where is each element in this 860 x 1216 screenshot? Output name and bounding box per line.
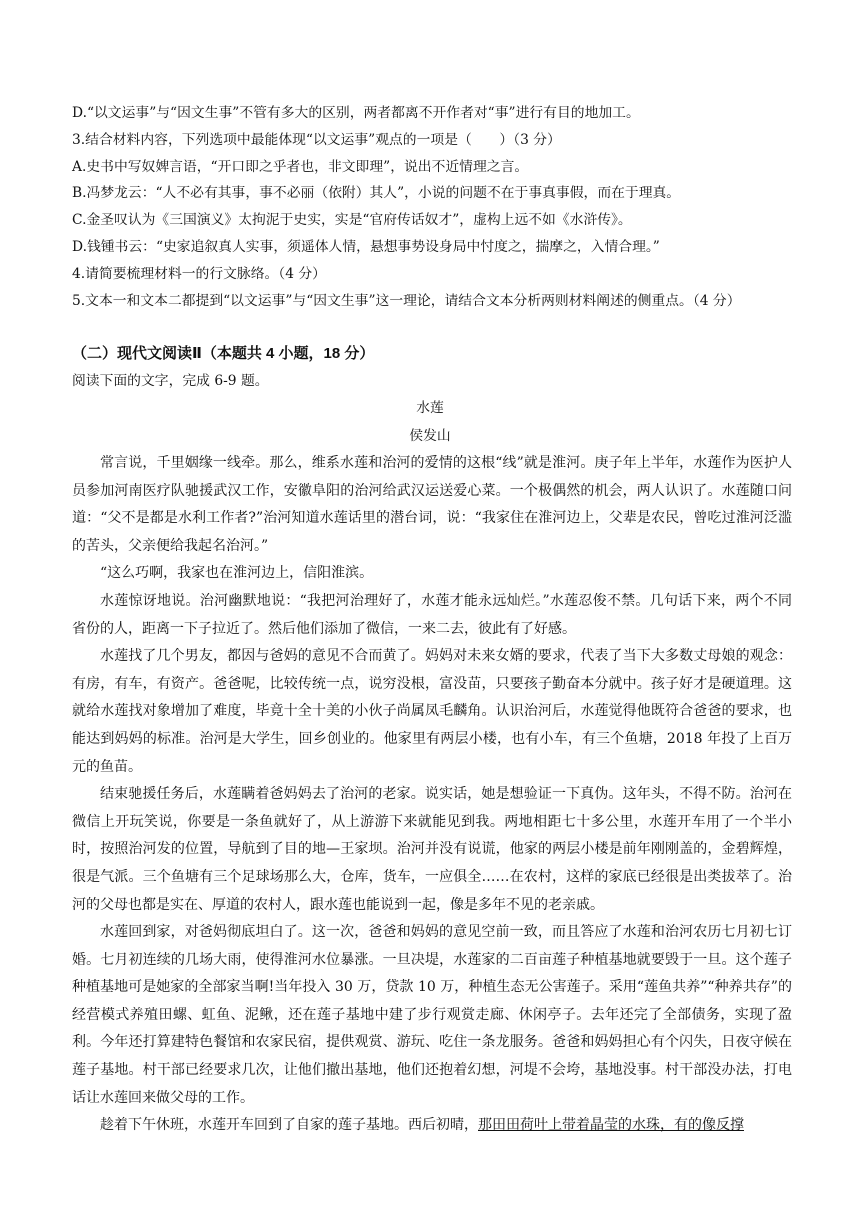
paragraph: 水莲找了几个男友，都因与爸妈的意见不合而黄了。妈妈对未来女婿的要求，代表了当下大多数丈母娘的观念：有房，有车，有资产。爸爸呢，比较传统一点，说穷没根，富没苗，只要孩子勤奋本分就中。孩子好才是硬道理。这就给水莲找对象增加了难度，毕竟十全十美的小伙子尚属凤毛麟角。认识治河后，水莲觉得他既符合爸爸的要求，也能达到妈妈的标准。治河是大学生，回乡创业的。他家里有两层小楼，也有小车，有三个鱼塘，2018 年投了上百万元的鱼苗。 bbox=[72, 648, 792, 775]
question-block bbox=[72, 100, 792, 314]
option-a: A.史书中写奴婢言语，“开口即之乎者也，非文即理”，说出不近情理之言。 bbox=[72, 158, 529, 175]
question-3: 3.结合材料内容，下列选项中最能体现“以文运事”观点的一项是（ ）（3 分） bbox=[72, 131, 561, 148]
option-b: B.冯梦龙云：“人不必有其事，事不必丽（依附）其人”，小说的问题不在于事真事假，而在于理真。 bbox=[72, 185, 681, 202]
story-body bbox=[72, 450, 792, 1140]
question-5: 5.文本一和文本二都提到“以文运事”与“因文生事”这一理论，请结合文本分析两则材料阐述的侧重点。（4 分） bbox=[72, 292, 741, 309]
reading-instruction: 阅读下面的文字，完成 6-9 题。 bbox=[72, 373, 269, 389]
paragraph: 水莲惊讶地说。治河幽默地说：“我把河治理好了，水莲才能永远灿烂。”水莲忍俊不禁。几句话下来，两个不同省份的人，距离一下子拉近了。然后他们添加了微信，一来二去，彼此有了好感。 bbox=[72, 592, 792, 637]
option-c: C.金圣叹认为《三国演义》太拘泥于史实，实是“官府传话奴才”，虚构上远不如《水浒传》。 bbox=[72, 212, 632, 229]
paragraph: 常言说，千里姻缘一线牵。那么，维系水莲和治河的爱情的这根“线”就是淮河。庚子年上半年，水莲作为医护人员参加河南医疗队驰援武汉工作，安徽阜阳的治河给武汉运送爱心菜。一个极偶然的机会，两人认识了。水莲随口问道：“父不是都是水利工作者?”治河知道水莲话里的潜台词，说：“我家住在淮河边上，父辈是农民，曾吃过淮河泛滥的苦头，父亲便给我起名治河。” bbox=[72, 455, 792, 554]
section-heading: （二）现代文阅读Ⅱ（本题共 4 小题，18 分） bbox=[72, 345, 375, 362]
story-title: 水莲 bbox=[416, 400, 444, 416]
paragraph-last bbox=[72, 1112, 792, 1140]
question-4: 4.请简要梳理材料一的行文脉络。（4 分） bbox=[72, 265, 326, 282]
paragraph: 水莲回到家，对爸妈彻底坦白了。这一次，爸爸和妈妈的意见空前一致，而且答应了水莲和治河农历七月初七订婚。七月初连续的几场大雨，使得淮河水位暴涨。一旦决堤，水莲家的二百亩莲子种植基地就要毁于一旦。这个莲子种植基地可是她家的全部家当啊!当年投入 30 万，贷款 10 万，种植生态无公害莲子。采用“莲鱼共养”“种养共存”的经营模式养殖田螺、虹鱼、泥鳅，还在莲子基地中建了步行观赏走廊、休闲亭子。去年还完了全部债务，实现了盈利。今年还打算建特色餐馆和农家民宿，提供观赏、游玩、吃住一条龙服务。爸爸和妈妈担心有个闪失，日夜守候在莲子基地。村干部已经要求几次，让他们撤出基地，他们还抱着幻想，河堤不会垮，基地没事。村干部没办法，打电话让水莲回来做父母的工作。 bbox=[72, 924, 792, 1106]
paragraph: “这么巧啊，我家也在淮河边上，信阳淮滨。 bbox=[100, 565, 374, 582]
option-d-previous: D.“以文运事”与“因文生事”不管有多大的区别，两者都离不开作者对“事”进行有目的地加工。 bbox=[72, 105, 640, 121]
paragraph: 结束驰援任务后，水莲瞒着爸妈妈去了治河的老家。说实话，她是想验证一下真伪。这年头，不得不防。治河在微信上开玩笑说，你要是一条鱼就好了，从上游游下来就能见到我。两地相距七十多公里，水莲开车用了一个半小时，按照治河发的位置，导航到了目的地—王家坝。治河并没有说谎，他家的两层小楼是前年刚刚盖的，金碧辉煌，很是气派。三个鱼塘有三个足球场那么大，仓库，货车，一应俱全……在农村，这样的家底已经很是出类拔萃了。治河的父母也都是实在、厚道的农村人，跟水莲也能说到一起，像是多年不见的老亲戚。 bbox=[72, 786, 792, 913]
last-paragraph-text: 趁着下午休班，水莲开车回到了自家的莲子基地。西后初晴， bbox=[100, 1117, 478, 1134]
underlined-sentence: 那田田荷叶上带着晶莹的水珠，有的像反撑 bbox=[478, 1117, 744, 1134]
option-d: D.钱锺书云：“史家追叙真人实事，须遥体人情，悬想事势设身局中忖度之，揣摩之，入情合理。” bbox=[72, 238, 660, 255]
story-author: 侯发山 bbox=[409, 428, 451, 444]
